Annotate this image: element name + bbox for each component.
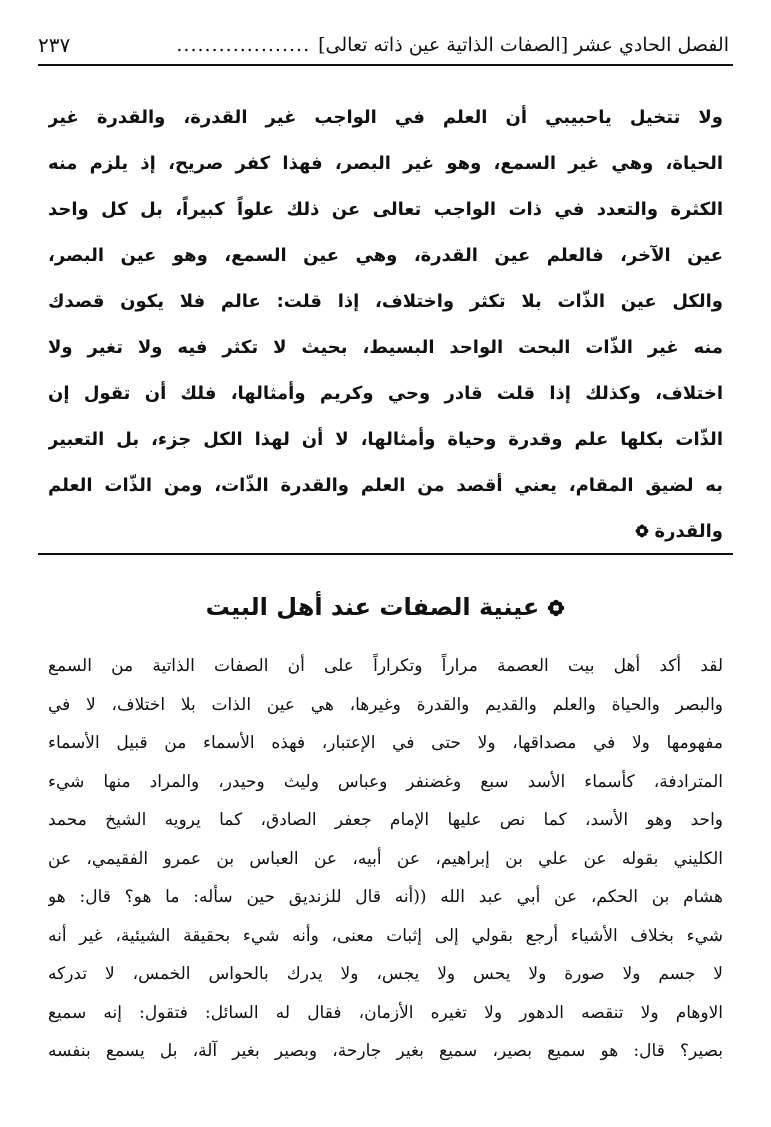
text-line: ولا تتخيل ياحبيبي أن العلم في الواجب غير القدرة، والقدرة غير <box>48 107 723 128</box>
text-line: الكليني بقوله عن علي بن إبراهيم، عن أبيه، عن العباس بن عمرو الفقيمي، عن <box>48 848 723 869</box>
text-line: الحياة، وهي غير السمع، وهو غير البصر، فهذا كفر صريح، إذ يلزم منه <box>48 153 723 174</box>
text-line: الذّات بكلها علم وقدرة وحياة وأمثالها، لا أن لهذا الكل جزء، بل التعبير <box>48 429 723 450</box>
text-line: هشام بن الحكم، عن أبي عبد الله ((أنه قال للزنديق حين سأله: ما هو؟ قال: هو <box>48 887 723 907</box>
section-heading-text: عينية الصفات عند أهل البيت <box>205 593 540 621</box>
flower-ornament-icon <box>635 524 649 538</box>
text-line: المترادفة، كأسماء الأسد سبع وغضنفر وعباس وليث وحيدر، والمراد منها شيء <box>48 771 723 792</box>
text-line: والكل عين الذّات بلا تكثر واختلاف، إذا قلت: عالم فلا يكون قصدك <box>48 291 723 312</box>
text-line: لقد أكد أهل بيت العصمة مراراً وتكراراً على أن الصفات الذاتية من السمع <box>48 656 723 676</box>
text-line: منه غير الذّات البحت الواحد البسيط، بحيث لا تكثر فيه ولا تغير ولا <box>48 337 723 358</box>
text-line-final-text: والقدرة <box>654 521 723 542</box>
section-heading <box>38 587 733 627</box>
text-line: الاوهام ولا تنقصه الدهور ولا تغيره الأزمان، فقال له السائل: فتقول: إنه سميع <box>48 1002 723 1023</box>
section-divider <box>38 553 733 555</box>
text-line: بصير؟ قال: هو سميع بصير، سميع بغير جارحة، وبصير بغير آلة، بل يسمع بنفسه <box>48 1041 723 1061</box>
text-line: لا جسم ولا صورة ولا يحس ولا يجس، ولا يدرك بالحواس الخمس، لا تدركه <box>48 964 723 984</box>
flower-ornament-icon <box>547 599 565 617</box>
text-line: الكثرة والتعدد في ذات الواجب تعالى عن ذلك علواً كبيراً، بل كل واحد <box>48 199 723 220</box>
header-rule <box>38 64 733 66</box>
text-line: اختلاف، وكذلك إذا قلت قادر وحي وكريم وأمثالها، فلك أن تقول إن <box>48 383 723 404</box>
text-line-final <box>48 509 723 555</box>
text-line: مفهومها ولا في مصداقها، ولا حتى في الإعتبار، فهذه الأسماء من قبيل الأسماء <box>48 733 723 753</box>
running-header <box>38 30 729 60</box>
text-line: والبصر والحياة والعلم والقديم والقدرة وغيرها، هي عين الذات بلا اختلاف، لا في <box>48 694 723 715</box>
text-line: عين الآخر، فالعلم عين القدرة، وهي عين السمع، وهو عين البصر، <box>48 245 723 266</box>
bold-passage <box>48 95 723 555</box>
body-passage <box>48 647 723 1071</box>
page-number: ٢٣٧ <box>38 33 71 57</box>
chapter-title: الفصل الحادي عشر [الصفات الذاتية عين ذاته تعالى] <box>318 34 729 56</box>
text-line: به لضيق المقام، يعني أقصد من العلم والقدرة الذّات، ومن الذّات العلم <box>48 475 723 496</box>
leader-dots: ................... <box>176 34 311 56</box>
text-line: شيء بخلاف الأشياء أرجع بقولي إلى إثبات معنى، وأنه شيء بحقيقة الشيئية، غير أنه <box>48 925 723 946</box>
text-line: واحد وهو الأسد، كما نص عليها الإمام جعفر الصادق، كما يرويه الشيخ محمد <box>48 810 723 830</box>
